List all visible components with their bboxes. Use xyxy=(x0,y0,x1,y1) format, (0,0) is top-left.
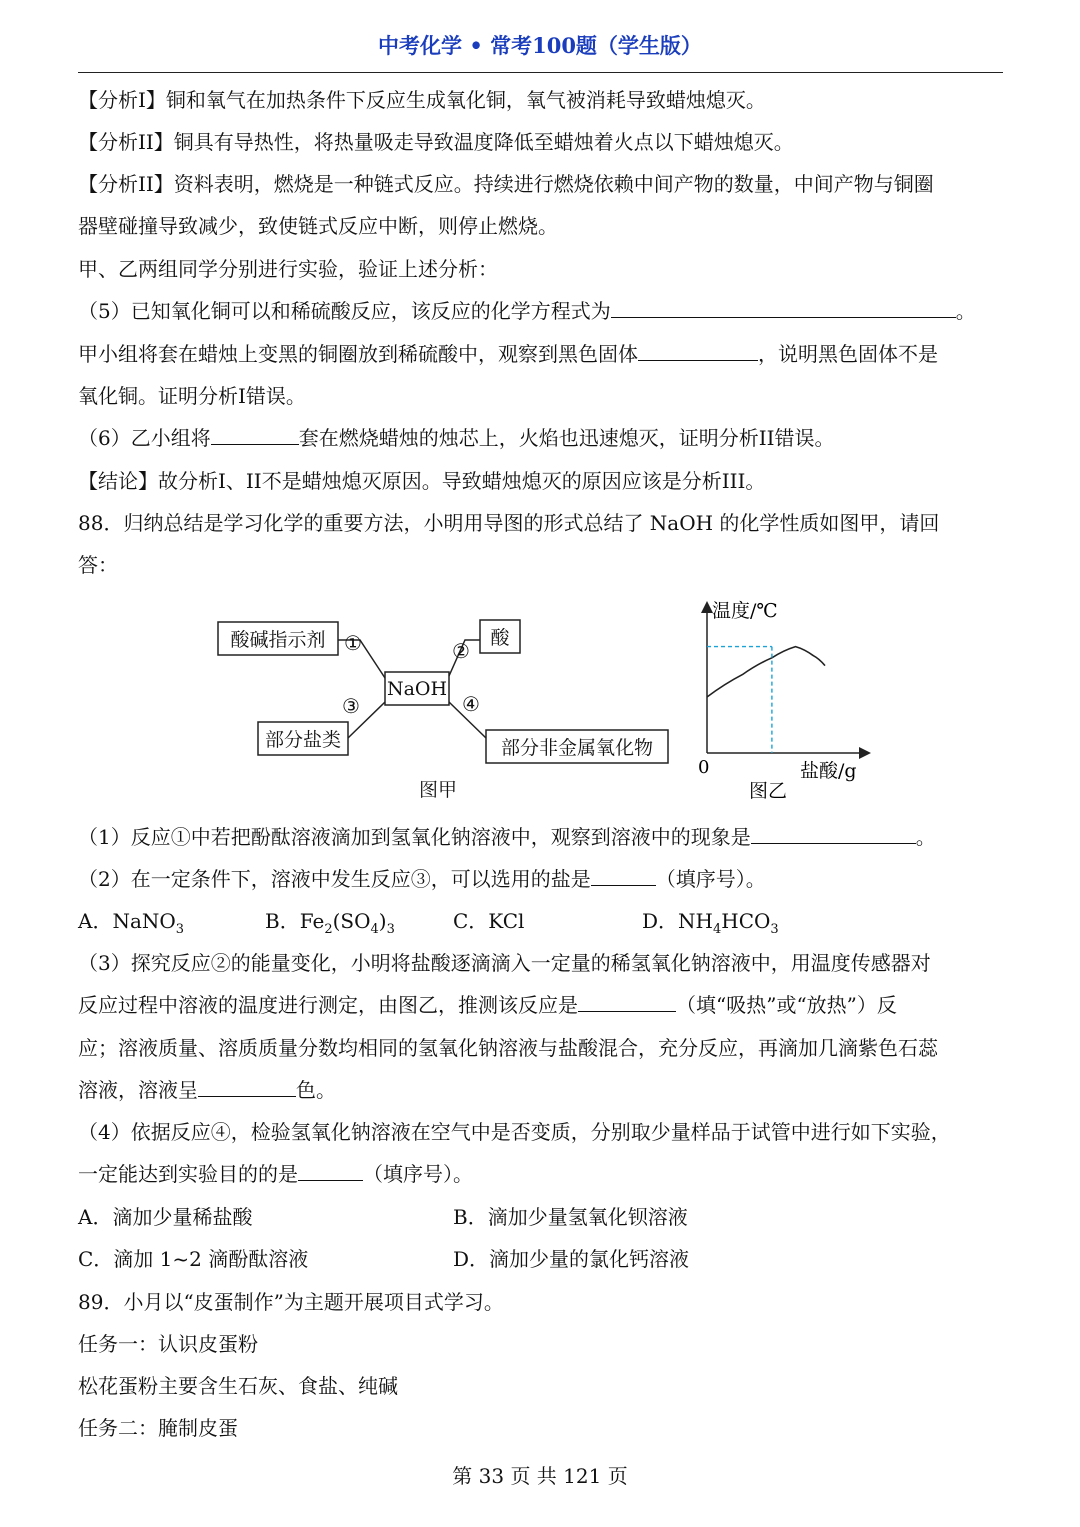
question-88-1: （1）反应①中若把酚酞溶液滴加到氢氧化钠溶液中，观察到溶液中的现象是 。 xyxy=(78,825,936,849)
answer-blank[interactable] xyxy=(751,823,916,844)
task-1-heading: 任务一：认识皮蛋粉 xyxy=(78,1332,258,1356)
question-88-4-line1: （4）依据反应④，检验氢氧化钠溶液在空气中是否变质，分别取少量样品于试管中进行如下实验， xyxy=(78,1120,951,1144)
page-number: 第 33 页 共 121 页 xyxy=(452,1464,628,1488)
option-c[interactable]: C．KCl xyxy=(453,909,525,933)
node-acid: 酸 xyxy=(490,627,510,649)
question-88-2: （2）在一定条件下，溶液中发生反应③，可以选用的盐是 （填序号）。 xyxy=(78,867,766,891)
question-89: 89．小月以“皮蛋制作”为主题开展项目式学习。 xyxy=(78,1290,504,1314)
question-88-3-line1: （3）探究反应②的能量变化，小明将盐酸逐滴滴入一定量的稀氢氧化钠溶液中，用温度传感器对 xyxy=(78,951,931,975)
option-b[interactable]: B．滴加少量氢氧化钡溶液 xyxy=(453,1205,688,1229)
page-header-title: 中考化学 • 常考100题（学生版） xyxy=(378,33,702,58)
answer-blank[interactable] xyxy=(578,991,676,1012)
task-2-heading: 任务二：腌制皮蛋 xyxy=(78,1416,238,1440)
x-axis-label: 盐酸/g xyxy=(800,760,857,782)
question-88-line1: 88．归纳总结是学习化学的重要方法，小明用导图的形式总结了 NaOH 的化学性质如图甲，请回 xyxy=(78,511,940,535)
analysis-3-line1: 【分析II】资料表明，燃烧是一种链式反应。持续进行燃烧依赖中间产物的数量，中间产物与铜圈 xyxy=(78,172,934,196)
question-5-line2: 甲小组将套在蜡烛上变黑的铜圈放到稀硫酸中，观察到黑色固体 ，说明黑色固体不是 xyxy=(78,342,938,366)
answer-blank[interactable] xyxy=(298,1160,363,1181)
question-5: （5）已知氧化铜可以和稀硫酸反应，该反应的化学方程式为 。 xyxy=(78,299,976,323)
node-naoh: NaOH xyxy=(386,678,448,700)
question-5-line3: 氧化铜。证明分析I错误。 xyxy=(78,384,306,408)
label-reaction-1: ① xyxy=(344,631,362,655)
question-88-3-line3: 应；溶液质量、溶质质量分数均相同的氢氧化钠溶液与盐酸混合，充分反应，再滴加几滴紫色石蕊 xyxy=(78,1036,938,1060)
question-88-4-line2: 一定能达到实验目的的是 （填序号）。 xyxy=(78,1162,473,1186)
question-88-3-line4: 溶液，溶液呈 色。 xyxy=(78,1078,336,1102)
label-reaction-2: ② xyxy=(452,639,470,663)
label-reaction-4: ④ xyxy=(462,692,480,716)
analysis-1: 【分析I】铜和氧气在加热条件下反应生成氧化铜，氧气被消耗导致蜡烛熄灭。 xyxy=(78,88,766,112)
node-salts: 部分盐类 xyxy=(264,729,342,751)
figure-b-chart xyxy=(690,595,890,805)
analysis-3-line2: 器壁碰撞导致减少，致使链式反应中断，则停止燃烧。 xyxy=(78,214,558,238)
option-a[interactable]: A．NaNO$_3$ xyxy=(78,909,185,937)
figure-a-caption: 图甲 xyxy=(418,779,458,801)
node-nonmetal-oxides: 部分非金属氧化物 xyxy=(500,737,654,759)
question-88-line2: 答： xyxy=(78,553,118,577)
y-axis-label: 温度/℃ xyxy=(712,600,778,622)
question-6: （6）乙小组将 套在燃烧蜡烛的烛芯上，火焰也迅速熄灭，证明分析II错误。 xyxy=(78,426,835,450)
option-d[interactable]: D．$NH_4HCO_3$ xyxy=(642,909,779,937)
analysis-2: 【分析II】铜具有导热性，将热量吸走导致温度降低至蜡烛着火点以下蜡烛熄灭。 xyxy=(78,130,794,154)
temperature-curve xyxy=(707,647,825,697)
header-rule xyxy=(78,72,1003,73)
answer-blank[interactable] xyxy=(591,865,656,886)
task-1-text: 松花蛋粉主要含生石灰、食盐、纯碱 xyxy=(78,1374,398,1398)
option-c[interactable]: C．滴加 1~2 滴酚酞溶液 xyxy=(78,1247,309,1271)
label-reaction-3: ③ xyxy=(342,694,360,718)
conclusion: 【结论】故分析I、II不是蜡烛熄灭原因。导致蜡烛熄灭的原因应该是分析III。 xyxy=(78,469,766,493)
question-5-text: （5）已知氧化铜可以和稀硫酸反应，该反应的化学方程式为 xyxy=(78,299,611,323)
option-d[interactable]: D．滴加少量的氯化钙溶液 xyxy=(453,1247,690,1271)
node-indicator: 酸碱指示剂 xyxy=(230,629,326,651)
answer-blank[interactable] xyxy=(198,1076,296,1097)
answer-blank[interactable] xyxy=(611,297,956,318)
figure-b-caption: 图乙 xyxy=(748,780,788,802)
figure-a-diagram xyxy=(210,612,680,802)
answer-blank[interactable] xyxy=(211,424,299,445)
question-88-3-line2: 反应过程中溶液的温度进行测定，由图乙，推测该反应是 （填“吸热”或“放热”）反 xyxy=(78,993,897,1017)
option-a[interactable]: A．滴加少量稀盐酸 xyxy=(78,1205,253,1229)
intro-line: 甲、乙两组同学分别进行实验，验证上述分析： xyxy=(78,257,498,281)
origin-label: 0 xyxy=(698,757,710,778)
answer-blank[interactable] xyxy=(638,340,758,361)
option-b[interactable]: B．$Fe_2(SO_4)_3$ xyxy=(265,909,395,937)
